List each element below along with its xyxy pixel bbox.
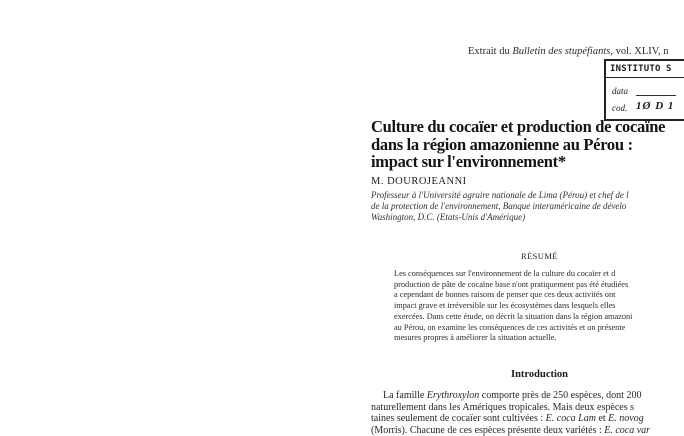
title-line: Culture du cocaïer et production de cocaïne (371, 118, 665, 136)
species-name: E. novog (608, 413, 644, 424)
author-affiliation (371, 190, 629, 222)
resume-line: exercées. Dans cette étude, on décrit la situation dans la région amazoni (394, 312, 632, 323)
intro-line (371, 390, 650, 402)
institution-stamp (604, 59, 684, 121)
intro-text-span: taines seulement de cocaïer sont cultivées : (371, 413, 546, 424)
stamp-divider (606, 77, 684, 78)
resume-line: impact grave et irréversible sur les écosystèmes dans lesquels elles (394, 301, 632, 312)
stamp-institution: INSTITUTO (610, 64, 661, 74)
source-suffix: , vol. XLIV, n (610, 46, 668, 57)
resume-line: a cependant de bonnes raisons de penser que ces deux activités ont (394, 290, 632, 301)
resume-line: Les conséquences sur l'environnement de la culture du cocaïer et d (394, 269, 632, 280)
stamp-cod-value: 1Ø D 1 (636, 100, 674, 112)
resume-line: au Pérou, on examine les conséquences de ces activités et on présente (394, 323, 632, 334)
affiliation-line: Professeur à l'Université agraire nationale de Lima (Pérou) et chef de l (371, 190, 629, 201)
title-line: dans la région amazonienne au Pérou : (371, 136, 665, 154)
article-title (371, 118, 665, 171)
resume-text (394, 269, 632, 344)
stamp-data-label: data (612, 86, 628, 96)
intro-text-span: La famille (383, 390, 427, 401)
intro-text-span: et (596, 413, 608, 424)
intro-text-span: comporte près de 250 espèces, dont 200 (479, 390, 641, 401)
journal-source-line (468, 46, 668, 57)
author-name: M. DOUROJEANNI (371, 176, 467, 187)
resume-line: production de pâte de cocaïne base n'ont pratiquement pas été étudiées (394, 280, 632, 291)
species-name: E. coca Lam (546, 413, 596, 424)
intro-line: naturellement dans les Amériques tropicales. Mais deux espèces s (371, 402, 650, 414)
affiliation-line: de la protection de l'environnement, Banque interaméricaine de dévelo (371, 201, 629, 212)
stamp-cod-label: cod. (612, 103, 627, 113)
affiliation-line: Washington, D.C. (Etats-Unis d'Amérique) (371, 212, 629, 223)
stamp-institution-cut: S (666, 64, 671, 74)
intro-line (371, 413, 650, 425)
intro-text-span: (Morris). Chacune de ces espèces présente deux variétés : (371, 425, 604, 436)
intro-line (371, 425, 650, 436)
source-prefix: Extrait du (468, 46, 512, 57)
species-name: E. coca var (604, 425, 650, 436)
introduction-heading: Introduction (511, 369, 568, 380)
bulletin-name: Bulletin des stupéfiants (512, 46, 610, 57)
stamp-data-line (636, 95, 676, 96)
title-line: impact sur l'environnement* (371, 153, 665, 171)
resume-heading: RÉSUMÉ (521, 251, 558, 261)
genus-name: Erythroxylon (427, 390, 479, 401)
introduction-text (371, 390, 650, 436)
resume-line: mesures propres à améliorer la situation actuelle. (394, 333, 632, 344)
